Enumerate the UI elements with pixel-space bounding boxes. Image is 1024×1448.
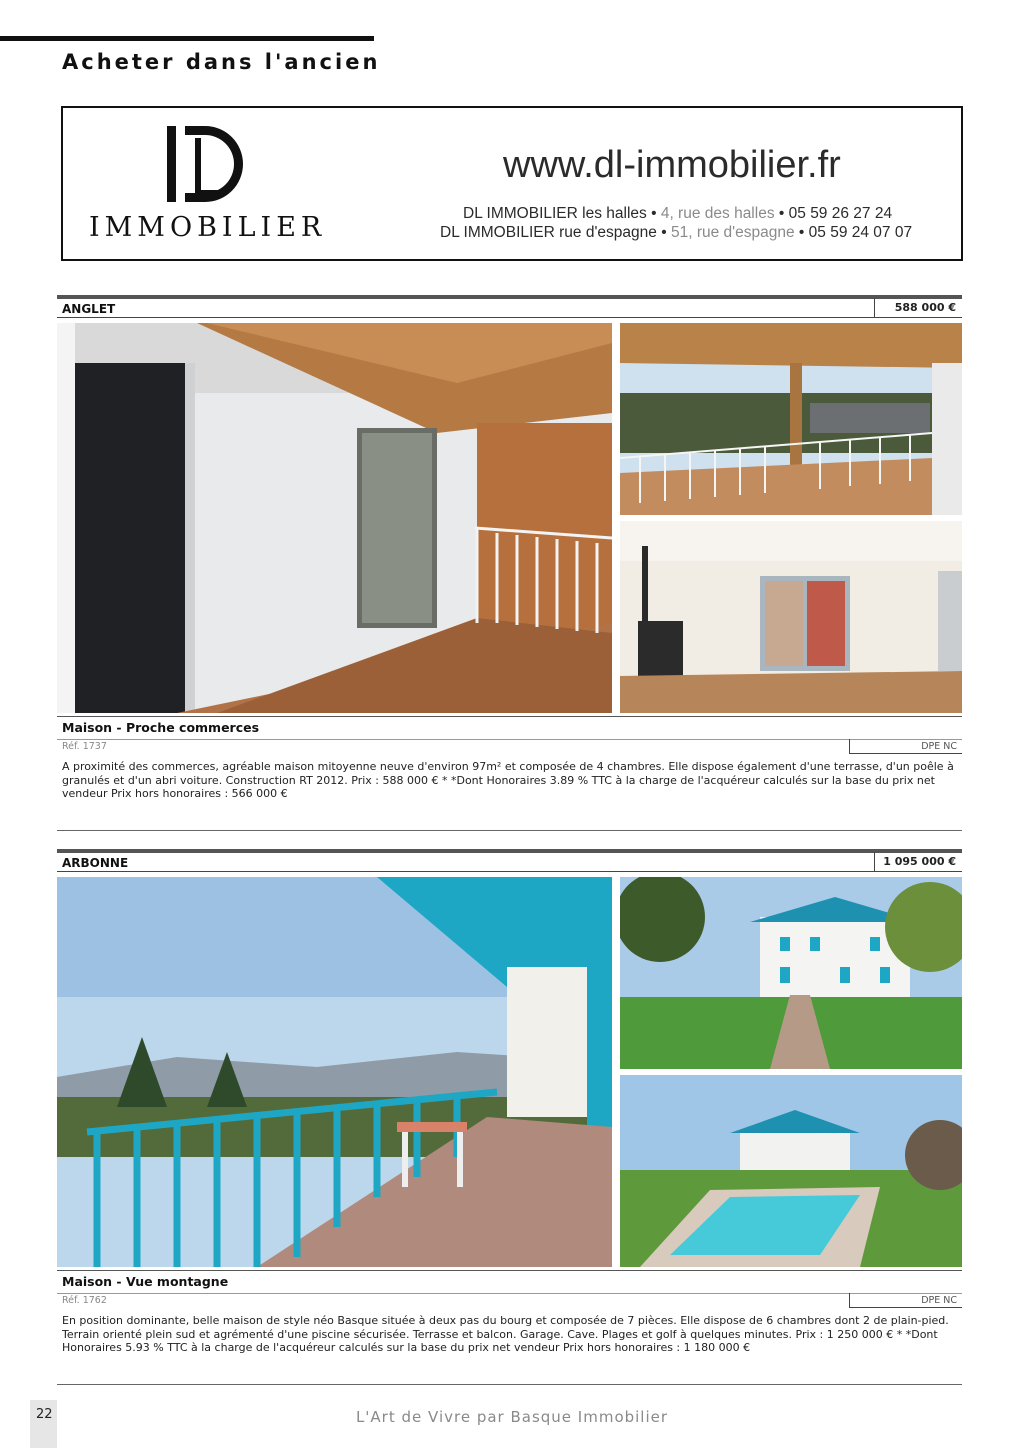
listing-arbonne — [57, 849, 962, 1389]
terrace-photo-icon — [57, 323, 612, 713]
agency-banner — [61, 106, 963, 261]
listing-photo-3[interactable] — [620, 521, 962, 713]
listing-anglet — [57, 295, 962, 835]
living-room-photo-icon — [620, 521, 962, 713]
listing-photo-2[interactable] — [620, 323, 962, 515]
listing-title-rule — [57, 716, 962, 717]
listing-description: A proximité des commerces, agréable maison mitoyenne neuve d'environ 97m² et composée de 4 chambres. Elle dispose également d'une terrasse, d'un poêle à granulés et d'un abri voiture. Construction RT 2012. Prix : 588 000 € * *Dont Honoraires 3.89 % TTC à la charge de l'acquéreur calculés sur la base du prix net vendeur Prix hors honoraires : 566 000 € — [62, 760, 954, 800]
listing-photo-main[interactable] — [57, 877, 612, 1267]
mountain-terrace-photo-icon — [57, 877, 612, 1267]
separator: • — [778, 205, 785, 222]
listing-city: ANGLET — [62, 302, 116, 316]
office-espagne-phone[interactable]: 05 59 24 07 07 — [808, 224, 913, 241]
listing-sub-rule — [57, 871, 962, 872]
footer-text: L'Art de Vivre par Basque Immobilier — [355, 1408, 669, 1426]
balcony-photo-icon — [620, 323, 962, 515]
listing-ref-rule — [57, 739, 962, 740]
listing-dpe: DPE NC — [849, 1293, 962, 1308]
listing-dpe: DPE NC — [849, 739, 962, 754]
separator: • — [651, 205, 657, 222]
office-espagne-name: DL IMMOBILIER rue d'espagne — [440, 224, 657, 241]
page-number: 22 — [36, 1407, 53, 1422]
listing-title-rule — [57, 1270, 962, 1271]
listing-sub-rule — [57, 317, 962, 318]
listing-title: Maison - Proche commerces — [62, 720, 260, 735]
pool-photo-icon — [620, 1075, 962, 1267]
top-rule — [0, 36, 374, 41]
agency-website-link[interactable]: www.dl-immobilier.fr — [503, 144, 841, 186]
office-halles-name: DL IMMOBILIER les halles — [463, 205, 647, 222]
house-garden-photo-icon — [620, 877, 962, 1069]
listing-photo-3[interactable] — [620, 1075, 962, 1267]
listing-ref: Réf. 1762 — [62, 1295, 107, 1306]
listing-header-rule — [57, 849, 962, 853]
listing-description: En position dominante, belle maison de style néo Basque située à deux pas du bourg et composée de 7 pièces. Elle dispose de 6 chambres dont 2 de plain-pied. Terrain orienté plein sud et agrémenté d'une piscine sécurisée. Terrasse et balcon. Garage. Cave. Plages et golf à quelques minutes. Prix : 1 250 000 € * *Dont Honoraires 5.93 % TTC à la charge de l'acquéreur calculés sur la base du prix net vendeur Prix hors honoraires : 1 180 000 € — [62, 1314, 949, 1354]
listing-city: ARBONNE — [62, 856, 129, 870]
listing-photo-2[interactable] — [620, 877, 962, 1069]
dl-logo-icon — [161, 122, 251, 206]
listing-header-rule — [57, 295, 962, 299]
section-title: Acheter dans l'ancien — [62, 50, 381, 74]
listing-ref: Réf. 1737 — [62, 741, 107, 752]
listing-price: 1 095 000 € — [874, 852, 962, 871]
office-halles — [463, 205, 892, 223]
listing-photo-main[interactable] — [57, 323, 612, 713]
office-espagne — [440, 224, 912, 242]
footer-rule — [57, 1384, 962, 1385]
separator: • — [798, 224, 805, 241]
logo-text: IMMOBILIER — [89, 212, 327, 243]
listing-end-rule — [57, 830, 962, 831]
office-halles-phone[interactable]: 05 59 26 27 24 — [788, 205, 893, 222]
office-espagne-address: 51, rue d'espagne — [670, 224, 795, 241]
office-halles-address: 4, rue des halles — [660, 205, 775, 222]
separator: • — [661, 224, 667, 241]
listing-ref-rule — [57, 1293, 962, 1294]
listing-price: 588 000 € — [874, 298, 962, 317]
listing-title: Maison - Vue montagne — [62, 1274, 229, 1289]
